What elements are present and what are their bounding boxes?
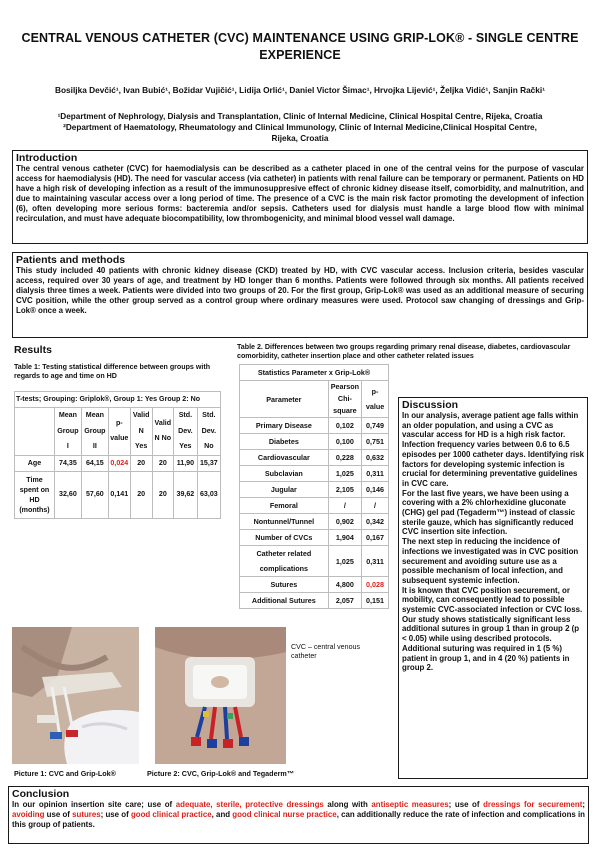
methods-text: This study included 40 patients with chronic kidney disease (CKD) treated by HD, with CVC vascular access. Inclusion criteria, besides vascular access, required over 30 years of age, and treatment by HD longer than 6 months. Patients were followed through six months. All patients received dialysis three times a week. Patients were divided into two groups of 20. For the first group, Grip-Lok® was used as an additional measure of securing CVC position, while the other group served as a control group where ordinary measures were used. Protocol saw changing of dressings and Grip-Lok® once a week.: [16, 266, 584, 315]
table2-row: [240, 434, 389, 450]
methods-section: [12, 252, 588, 338]
table2-row: [240, 514, 389, 530]
table1-header-row: [15, 408, 221, 456]
picture1-caption: Picture 1: CVC and Grip-Lok®: [14, 769, 116, 778]
methods-heading: Patients and methods: [16, 254, 126, 266]
table1-cell: 20: [130, 471, 152, 518]
conclusion-segment: ; use of: [448, 800, 484, 809]
table1: [14, 391, 221, 519]
table2-cell-significant: 0,028: [362, 577, 389, 593]
author-list: Bosiljka Devčić¹, Ivan Bubić¹, Božidar Vujičić¹, Lidija Orlić¹, Daniel Victor Šimac¹, Hrvojka Lijević¹, Željka Vidić¹, Sanjin Rački¹: [55, 85, 545, 95]
discussion-heading: Discussion: [402, 399, 459, 411]
table2-title: Statistics Parameter x Grip-Lok®: [240, 365, 389, 381]
introduction-heading: Introduction: [16, 152, 78, 164]
table1-row: [15, 455, 221, 471]
cvc-label: CVC – central venous catheter: [291, 643, 361, 660]
discussion-paragraph: It is known that CVC position securement, or mobility, can consequently lead to possible systemic CVC-associated infection or CVC loss. Our study shows statistically significant less additional sutures in group 1 than in group 2 (p < 0.05) while using described protocols. Additional suturing was required in 1 (5 %) patient in group 1, and in 4 (20 %) patients in group 2.: [402, 585, 583, 673]
table2-cell: 0,100: [328, 434, 361, 450]
conclusion-highlight: avoiding: [12, 809, 45, 819]
table2-row: [240, 546, 389, 577]
table2-cell: Catheter related complications: [240, 546, 329, 577]
conclusion-section: [8, 786, 589, 844]
introduction-section: [12, 150, 588, 244]
table2-cell: /: [328, 498, 361, 514]
conclusion-segment: along with: [323, 800, 372, 809]
table2-title-row: [240, 365, 389, 381]
conclusion-segment: ;: [582, 800, 586, 809]
table1-header: Std. Dev. No: [197, 408, 220, 456]
table2-cell: Cardiovascular: [240, 450, 329, 466]
table2-row: [240, 530, 389, 546]
table2-cell: 0,342: [362, 514, 389, 530]
table2-header-row: [240, 381, 389, 418]
conclusion-segment: , and: [211, 809, 233, 819]
table2-cell: /: [362, 498, 389, 514]
discussion-paragraph: For the last five years, we have been using a covering with a 2% chlorhexidine gluconate (CHG) gel pad (Tegaderm™) instead of classic sterile gauze, which has significantly reduced CVC insertion site infection.: [402, 488, 576, 537]
table1-header: p-value: [108, 408, 130, 456]
conclusion-segment: use of: [44, 809, 73, 819]
conclusion-heading: Conclusion: [12, 788, 70, 800]
picture-cvc-griplok-tegaderm: [155, 627, 286, 764]
table2-cell: 1,904: [328, 530, 361, 546]
table2-cell: 0,146: [362, 482, 389, 498]
affiliation-2: ²Department of Haematology, Rheumatology and Clinical Immunology, Clinic of Internal Medicine,Clinical Hospital Centre,: [63, 123, 537, 132]
table2-cell: 0,151: [362, 593, 389, 609]
affiliation-1: ¹Department of Nephrology, Dialysis and Transplantation, Clinic of Internal Medicine, Clinical Hospital Centre, Rijeka, Croatia: [57, 112, 543, 121]
table1-cell: Age: [15, 455, 55, 471]
table1-caption: Table 1: Testing statistical difference between groups with regards to age and time on HD: [14, 363, 211, 380]
table2-row: [240, 450, 389, 466]
poster-title: CENTRAL VENOUS CATHETER (CVC) MAINTENANCE USING GRIP-LOK® - SINGLE CENTRE EXPERIENCE: [21, 31, 579, 62]
picture2-caption: Picture 2: CVC, Grip-Lok® and Tegaderm™: [147, 769, 294, 778]
table1-cell: 0,141: [108, 471, 130, 518]
conclusion-segment: ; use of: [100, 809, 131, 819]
results-heading: Results: [14, 344, 52, 356]
photo-illustration-2: [155, 627, 286, 764]
table2-row: [240, 418, 389, 434]
table1-header: Mean Group II: [81, 408, 108, 456]
table2-cell: Additional Sutures: [240, 593, 329, 609]
table1-note: T-tests; Grouping: Griplok®, Group 1: Yes Group 2: No: [15, 392, 221, 408]
table2-cell: 4,800: [328, 577, 361, 593]
introduction-text: The central venous catheter (CVC) for haemodialysis can be described as a catheter placed in one of the central veins for the purpose of vascular access for haemodialysis (HD). The need for vascular access (via catheter) in patients with renal failure can be temporary or permanent. Patients on HD have a high risk of developing infection as a result of the immunosuppresive effect of chronic kidney disease itself, comorbidity, and malnutrition, and due to maintaining vascular access over a long period of time. The presence of a CVC is the main risk factor promoting the development of infection (6), often developing more serious forms: bacteremia and/or sepsis. Catheters used for dialysis must handle a large blood flow with minimal recirculation, and must have adequate biocompatibility, low thrombogenicity, and minimal blood vessel wall damage.: [16, 164, 584, 223]
table2-header: Pearson Chi-square: [328, 381, 361, 418]
table2-cell: 0,228: [328, 450, 361, 466]
table2-cell: 0,102: [328, 418, 361, 434]
conclusion-highlight: good clinical nurse practice: [232, 809, 337, 819]
table1-cell: 64,15: [81, 455, 108, 471]
discussion-paragraph: The next step in reducing the incidence of infections we investigated was in CVC position securement and avoiding suture use as a possible mechanism of local infection, and subsequent systemic infection.: [402, 537, 579, 585]
table2-cell: Primary Disease: [240, 418, 329, 434]
table2-header: Parameter: [240, 381, 329, 418]
affiliation-3: Rijeka, Croatia: [271, 134, 329, 143]
affiliations: [0, 111, 600, 144]
table2: [239, 364, 389, 609]
table1-cell-significant: 0,024: [108, 455, 130, 471]
table1-row: [15, 471, 221, 518]
table2-cell: 0,311: [362, 546, 389, 577]
conclusion-highlight: adequate, sterile, protective dressings: [175, 800, 324, 809]
discussion-section: [398, 397, 588, 779]
conclusion-highlight: good clinical practice: [130, 809, 212, 819]
table2-cell: 0,751: [362, 434, 389, 450]
table2-cell: 0,167: [362, 530, 389, 546]
table2-cell: Femoral: [240, 498, 329, 514]
table1-header: Std. Dev. Yes: [174, 408, 198, 456]
table2-row: [240, 593, 389, 609]
table2-cell: 1,025: [328, 466, 361, 482]
conclusion-highlight: antiseptic measures: [371, 800, 449, 809]
table2-cell: 1,025: [328, 546, 361, 577]
conclusion-text: [12, 800, 585, 830]
table1-cell: 20: [152, 471, 174, 518]
table2-cell: Subclavian: [240, 466, 329, 482]
table1-header: Mean Group I: [54, 408, 81, 456]
table2-row: [240, 466, 389, 482]
table2-cell: Sutures: [240, 577, 329, 593]
table1-cell: 11,90: [174, 455, 198, 471]
table1-cell: 74,35: [54, 455, 81, 471]
table2-header: p-value: [362, 381, 389, 418]
table1-header: Valid N No: [152, 408, 174, 456]
table1-cell: 20: [152, 455, 174, 471]
table2-cell: 2,105: [328, 482, 361, 498]
conclusion-highlight: sutures: [72, 809, 101, 819]
table1-cell: 20: [130, 455, 152, 471]
table1-header: Valid N Yes: [130, 408, 152, 456]
table2-cell: 0,902: [328, 514, 361, 530]
table1-cell: 57,60: [81, 471, 108, 518]
table2-cell: 0,749: [362, 418, 389, 434]
conclusion-highlight: dressings for securement: [483, 800, 583, 809]
table2-cell: 0,632: [362, 450, 389, 466]
table2-cell: 2,057: [328, 593, 361, 609]
table2-cell: Number of CVCs: [240, 530, 329, 546]
table1-cell: 15,37: [197, 455, 220, 471]
picture-cvc-griplok: [12, 627, 139, 764]
table2-row: [240, 577, 389, 593]
table2-cell: 0,311: [362, 466, 389, 482]
table2-row: [240, 498, 389, 514]
conclusion-segment: In our opinion insertion site care; use of: [12, 800, 176, 809]
table1-cell: 39,62: [174, 471, 198, 518]
discussion-paragraph: In our analysis, average patient age falls within an older population, and using a CVC as vascular access for HD is a high risk factor. Infection frequency varies between 0.6 to 6.5 episodes per 1000 catheter days. Identifying risk factors for developing systemic infection is crucial for determining preventative guidelines in CVC care.: [402, 411, 584, 488]
table1-cell: Time spent on HD (months): [15, 471, 55, 518]
table1-cell: 63,03: [197, 471, 220, 518]
table1-header: [15, 408, 55, 456]
table2-cell: Jugular: [240, 482, 329, 498]
table2-cell: Diabetes: [240, 434, 329, 450]
conclusion-segment: , can additionally reduce the rate of infection and complications in this group of patients.: [12, 809, 585, 829]
table1-cell: 32,60: [54, 471, 81, 518]
table1-note-row: [15, 392, 221, 408]
table2-cell: Nontunnel/Tunnel: [240, 514, 329, 530]
table2-row: [240, 482, 389, 498]
photo-illustration-1: [12, 627, 139, 764]
table2-caption: Table 2. Differences between two groups regarding primary renal disease, diabetes, cardiovascular comorbidity, catheter insertion place and other catheter related issues: [237, 343, 571, 360]
